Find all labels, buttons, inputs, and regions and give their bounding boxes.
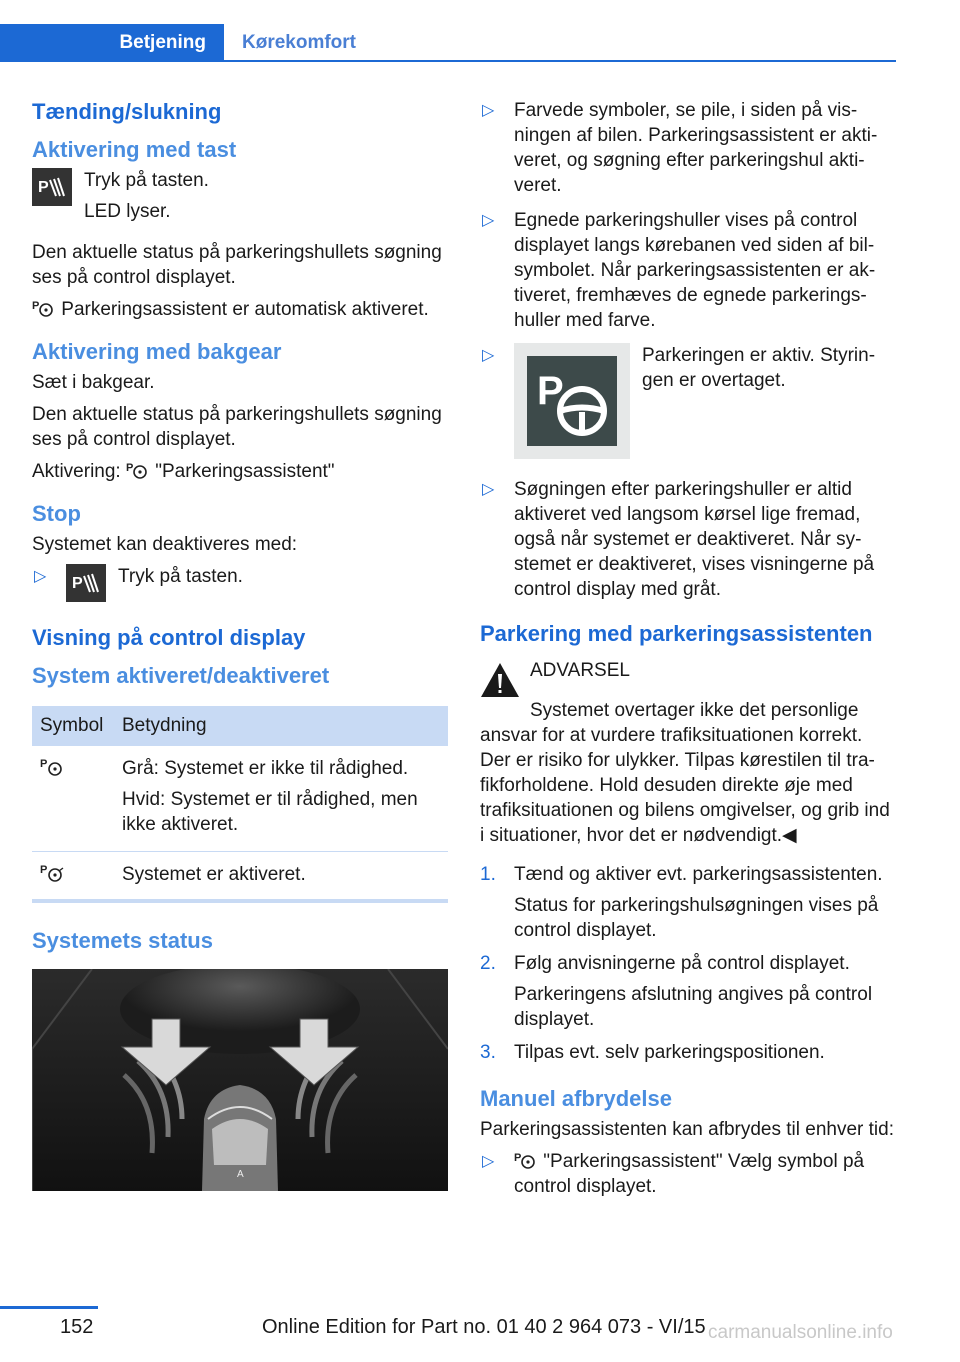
park-assist-symbol-icon (40, 756, 66, 778)
manuel-item-text: "Parkeringsassistent" Vælg symbol på control displayet. (514, 1151, 865, 1197)
park-assist-button-icon (32, 168, 72, 206)
list-item (480, 477, 896, 602)
bak-line-2: Den aktuelle status på parkeringshullets søgning ses på control displayet. (32, 404, 442, 450)
row2-text: Systemet er aktiveret. (122, 864, 306, 885)
heading-manuel: Manuel afbrydelse (480, 1086, 672, 1111)
list-item (480, 98, 896, 198)
tab-korekomfort[interactable]: Kørekomfort (242, 32, 357, 53)
watermark: carmanualsonline.info (708, 1322, 893, 1343)
heading-visning: Visning på control display (32, 625, 306, 650)
heading-status: Systemets status (32, 928, 213, 953)
bullet-triangle-icon: ▷ (482, 1153, 495, 1170)
bullet-triangle-icon: ▷ (482, 102, 495, 119)
heading-aktivering-tast: Aktivering med tast (32, 137, 237, 162)
list-item (480, 1149, 896, 1199)
step-number: 2. (480, 953, 496, 974)
symbol-table (32, 706, 448, 903)
bak-line-3 (32, 459, 448, 484)
bullet-4-text: Søgningen efter parkeringshuller er altid aktiveret ved langsom kørsel lige fremad, også når systemet er deaktiveret. Når systemet er deaktiveret, vises visningerne på control display med gråt. (514, 479, 875, 600)
park-assist-symbol-icon (40, 862, 66, 884)
table-header-betydning: Betydning (114, 706, 448, 746)
left-column (32, 98, 448, 1191)
step-text: Tilpas evt. selv parkeringspositionen. (514, 1042, 825, 1063)
table-row (32, 746, 448, 852)
heading-stop: Stop (32, 501, 81, 526)
tab-betjening[interactable]: Betjening (0, 24, 224, 62)
svg-text:P: P (72, 575, 83, 592)
parking-active-icon (514, 343, 630, 459)
bak-line-3-pre: Aktivering: (32, 461, 121, 482)
bak-line-1: Sæt i bakgear. (32, 372, 155, 393)
svg-text:A: A (237, 1169, 244, 1180)
bullet-triangle-icon: ▷ (482, 481, 495, 498)
list-item (480, 208, 896, 333)
bullet-2-text: Egnede parkeringshuller vises på control displayet langs kørebanen ved siden af bilsymbolet. Når parkeringsassistenten er aktiveret, fremhæves de egnede parkeringshuller med farve. (514, 210, 876, 331)
svg-text:P: P (40, 864, 48, 876)
heading-bakgear: Aktivering med bakgear (32, 339, 282, 364)
list-item (480, 343, 896, 463)
stop-item-text: Tryk på tasten. (118, 566, 243, 587)
row1-line-a: Grå: Systemet er ikke til rådighed. (122, 758, 409, 779)
warning-title: ADVARSEL (530, 660, 630, 681)
svg-text:P: P (514, 1152, 522, 1164)
svg-text:P: P (537, 369, 564, 413)
manuel-paragraph: Parkeringsassistenten kan afbrydes til enhver tid: (480, 1119, 894, 1140)
step-text: Tænd og aktiver evt. parkeringsassistenten. (514, 864, 883, 885)
list-item (32, 564, 448, 602)
svg-text:P: P (125, 462, 134, 474)
tast-line-2: LED lyser. (84, 201, 171, 222)
list-item (480, 862, 896, 943)
warning-triangle-icon (480, 662, 520, 698)
stop-paragraph: Systemet kan deaktiveres med: (32, 534, 298, 555)
park-assist-symbol-icon (514, 1150, 538, 1170)
footer-rule (0, 1306, 98, 1309)
steps-list (480, 862, 896, 1065)
bullet-triangle-icon: ▷ (482, 347, 495, 364)
status-list (480, 98, 896, 602)
status-paragraph: Den aktuelle status på parkeringshullets søgning ses på control displayet. (32, 242, 442, 288)
step-subtext: Parkeringens afslutning angives på control displayet. (514, 984, 873, 1030)
park-assist-symbol-icon (126, 460, 150, 480)
heading-system: System aktiveret/deaktiveret (32, 663, 330, 688)
svg-text:P: P (40, 758, 48, 770)
table-row (32, 852, 448, 902)
warning-text: Systemet overtager ikke det personlige ansvar for at vurdere trafiksituationen korrekt. Der er risiko for ulykker. Tilpas kørestilen til trafikforholdene. Hold desuden direkte øje med trafiksituationen og bilens omgivelser, og grib ind i situationer, hvor det er nødvendigt.◀ (480, 700, 890, 846)
table-header-symbol: Symbol (32, 706, 114, 746)
stop-list (32, 564, 448, 602)
park-assist-button-icon (66, 564, 106, 602)
step-text: Følg anvisningerne på control displayet. (514, 953, 850, 974)
tast-line-1: Tryk på tasten. (84, 170, 209, 191)
bullet-triangle-icon: ▷ (482, 212, 495, 229)
step-subtext: Status for parkeringshulsøgningen vises på control displayet. (514, 895, 879, 941)
heading-tending: Tænding/slukning (32, 99, 222, 124)
list-item (480, 951, 896, 1032)
edition-text: Online Edition for Part no. 01 40 2 964 073 - VI/15 (262, 1316, 706, 1338)
auto-text: Parkeringsassistent er automatisk aktiveret. (61, 299, 429, 320)
warning-block (480, 658, 896, 698)
page-number: 152 (60, 1316, 94, 1338)
svg-text:P: P (38, 179, 49, 196)
bullet-3-text: Parkeringen er aktiv. Styringen er overtaget. (642, 345, 876, 391)
list-item (480, 1040, 896, 1065)
auto-paragraph (32, 297, 448, 322)
heading-parkering: Parkering med parkeringsassistenten (480, 621, 873, 646)
system-status-image (32, 969, 448, 1191)
manuel-list (480, 1149, 896, 1199)
park-assist-symbol-icon (32, 298, 56, 318)
row1-line-b: Hvid: Systemet er til rådighed, men ikke aktiveret. (122, 789, 418, 835)
bullet-1-text: Farvede symboler, se pile, i siden på visningen af bilen. Parkeringsassistent er aktiveret, og søgning efter parkeringshul aktiveret. (514, 100, 878, 196)
right-column (480, 98, 896, 1209)
bak-line-3-post: "Parkeringsassistent" (155, 461, 335, 482)
key-instruction (32, 168, 448, 230)
header-bar (0, 24, 896, 62)
step-number: 3. (480, 1042, 496, 1063)
step-number: 1. (480, 864, 496, 885)
bullet-triangle-icon: ▷ (34, 568, 47, 585)
svg-text:P: P (32, 300, 40, 312)
